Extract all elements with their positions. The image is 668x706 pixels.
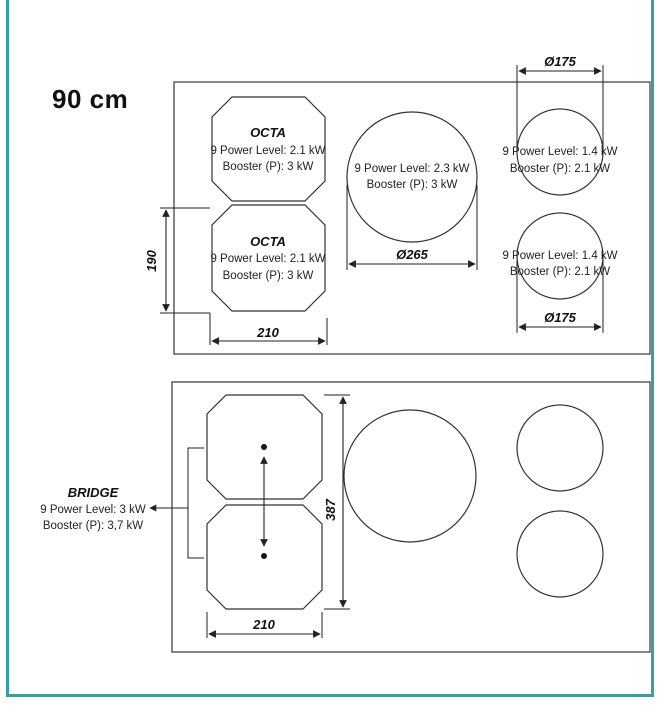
small-lower-booster: Booster (P): 2.1 kW: [509, 266, 611, 278]
large-dim-label: Ø265: [396, 247, 428, 262]
bridge-dot-bottom: [261, 553, 267, 559]
bridge-title: BRIDGE: [67, 485, 119, 500]
large-zone-power: 9 Power Level: 2.3 kW: [354, 163, 470, 175]
octa-lower-booster: Booster (P): 3 kW: [222, 270, 314, 282]
small-lower-power: 9 Power Level: 1.4 kW: [502, 250, 618, 262]
octa-upper-power: 9 Power Level: 2.1 kW: [210, 145, 326, 157]
small-upper-power: 9 Power Level: 1.4 kW: [502, 146, 618, 158]
small-upper-dim-label: Ø175: [544, 54, 576, 69]
octa-lower-title: OCTA: [250, 234, 286, 249]
bottom-cooktop-outline: [172, 382, 650, 652]
cooktop-size-title: 90 cm: [52, 84, 129, 114]
bottom-small-round-zone-upper: [517, 405, 603, 491]
bottom-large-round-zone: [344, 410, 476, 542]
bridge-booster: Booster (P): 3,7 kW: [42, 520, 144, 532]
top-cooktop-outline: [174, 82, 650, 354]
width-dim-label-bottom: 210: [253, 617, 275, 632]
octa-upper-booster: Booster (P): 3 kW: [222, 161, 314, 173]
height-dim-label: 190: [144, 250, 159, 272]
large-round-zone: [347, 112, 477, 242]
large-zone-booster: Booster (P): 3 kW: [366, 179, 458, 191]
bottom-small-round-zone-lower: [517, 511, 603, 597]
bridge-dot-top: [261, 444, 267, 450]
small-lower-dim-label: Ø175: [544, 310, 576, 325]
octa-lower-power: 9 Power Level: 2.1 kW: [210, 253, 326, 265]
bridge-height-dim-label: 387: [323, 499, 338, 521]
width-dim-label-top: 210: [257, 325, 279, 340]
octa-upper-title: OCTA: [250, 125, 286, 140]
small-upper-booster: Booster (P): 2.1 kW: [509, 163, 611, 175]
bridge-bracket: [188, 448, 204, 558]
bridge-power: 9 Power Level: 3 kW: [40, 504, 146, 516]
